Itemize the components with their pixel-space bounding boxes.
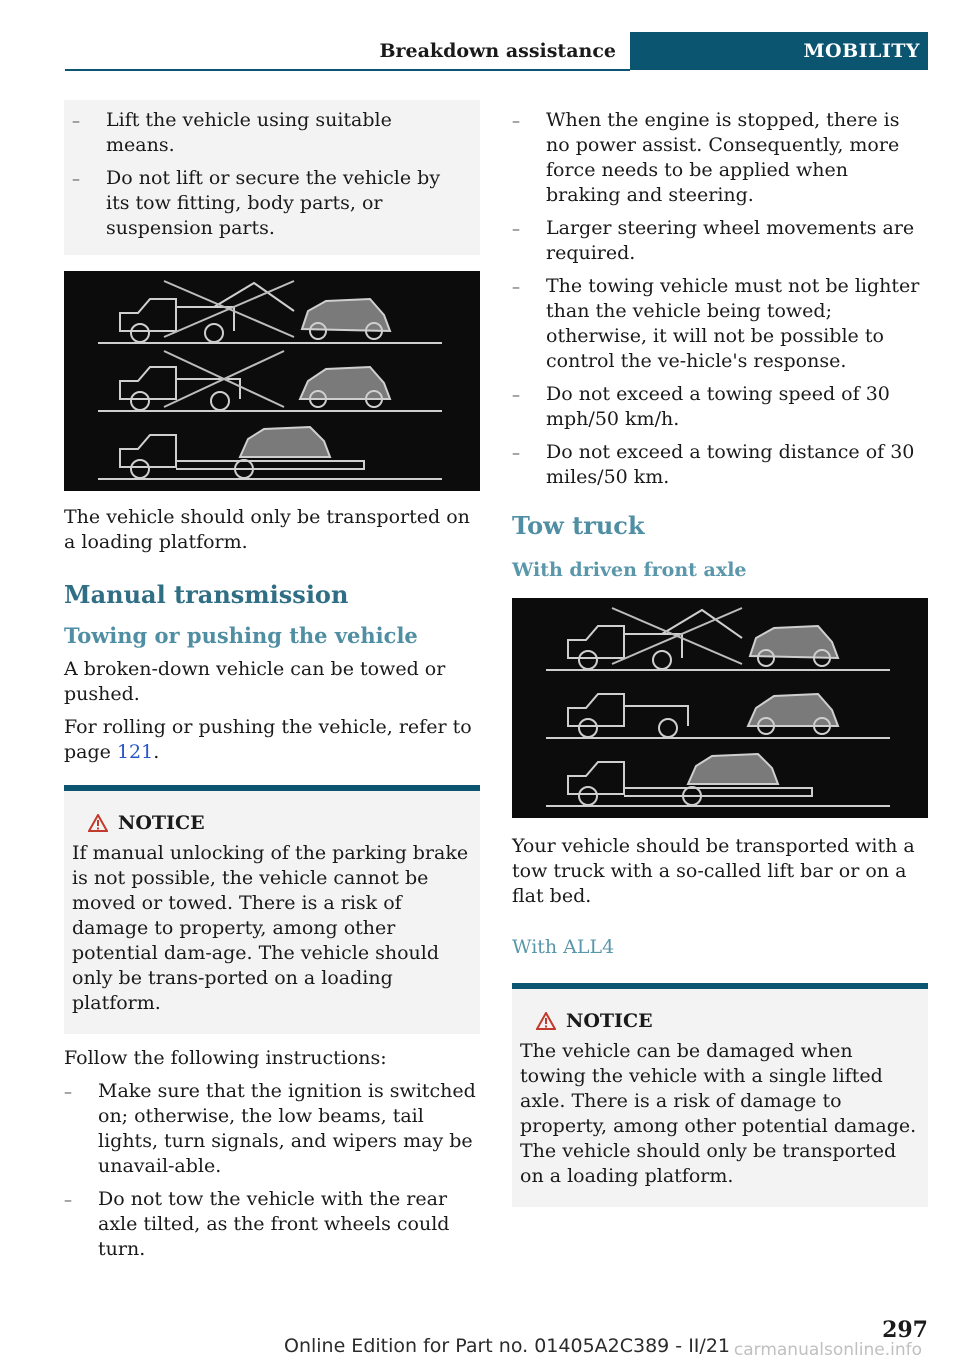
- platform-paragraph: The vehicle should only be transported on a loading platform.: [64, 506, 470, 553]
- page-number: 297: [882, 1317, 928, 1343]
- header-rule: [65, 69, 630, 71]
- page-reference-link[interactable]: 121: [116, 741, 154, 763]
- all4-heading: With ALL4: [512, 936, 615, 958]
- warning-triangle-icon: [536, 1012, 556, 1030]
- follow-instructions-text: Follow the following instructions:: [64, 1047, 387, 1069]
- tow-truck-heading: Tow truck: [512, 511, 645, 540]
- notice-box-all4: [512, 983, 928, 1207]
- list-item: – Do not exceed a towing speed of 30 mph/50 km/h.: [512, 382, 928, 432]
- towing-illustration-2: [512, 598, 928, 818]
- right-column: [512, 108, 928, 1207]
- list-item: – Do not exceed a towing distance of 30 miles/50 km.: [512, 440, 928, 490]
- list-item: – When the engine is stopped, there is no power assist. Consequently, more force needs to be applied when braking and steering.: [512, 108, 928, 208]
- notice-body: The vehicle can be damaged when towing the vehicle with a single lifted axle. There is a risk of damage to property, among other potential damage. The vehicle should only be transported on a loading platform.: [520, 1040, 917, 1187]
- notice-title: NOTICE: [566, 1010, 653, 1032]
- tow-truck-diagram: [512, 598, 928, 818]
- watermark: carmanualsonline.info: [733, 1340, 922, 1360]
- list-item: – Larger steering wheel movements are required.: [512, 216, 928, 266]
- list-item: – Do not tow the vehicle with the rear axle tilted, as the front wheels could turn.: [64, 1187, 480, 1262]
- chapter-tab: MOBILITY: [630, 32, 928, 70]
- section-title: Breakdown assistance: [379, 40, 616, 62]
- list-item: – The towing vehicle must not be lighter than the vehicle being towed; otherwise, it will not be possible to control the ve-hicle's response.: [512, 274, 928, 374]
- edition-text: Online Edition for Part no. 01405A2C389 - II/21: [283, 1335, 730, 1357]
- towing-paragraph-1: A broken-down vehicle can be towed or pushed.: [64, 658, 446, 705]
- list-item: – Lift the vehicle using suitable means.: [72, 108, 466, 158]
- list-item: – Make sure that the ignition is switched on; otherwise, the low beams, tail lights, turn signals, and wipers may be unavail-able.: [64, 1079, 480, 1179]
- left-column: [64, 100, 480, 1270]
- towing-heading: Towing or pushing the vehicle: [64, 623, 418, 648]
- front-axle-heading: With driven front axle: [512, 559, 747, 581]
- notice-title: NOTICE: [118, 812, 205, 834]
- notice-body: If manual unlocking of the parking brake is not possible, the vehicle cannot be moved or towed. There is a risk of damage to property, among other potential dam-age. The vehicle should only be trans-ported on a loading platform.: [72, 842, 469, 1014]
- notice-box-parking-brake: [64, 785, 480, 1034]
- warning-triangle-icon: [88, 814, 108, 832]
- towing-illustration-1: [64, 271, 480, 491]
- manual-transmission-heading: Manual transmission: [64, 580, 349, 609]
- towing-paragraph-2: For rolling or pushing the vehicle, refer to page 121.: [64, 716, 472, 763]
- towing-diagram: [64, 271, 480, 491]
- page-header: [65, 32, 928, 70]
- tow-truck-paragraph: Your vehicle should be transported with a tow truck with a so-called lift bar or on a flat bed.: [512, 835, 915, 907]
- lift-instructions-box: [64, 100, 480, 255]
- list-item: – Do not lift or secure the vehicle by its tow fitting, body parts, or suspension parts.: [72, 166, 466, 241]
